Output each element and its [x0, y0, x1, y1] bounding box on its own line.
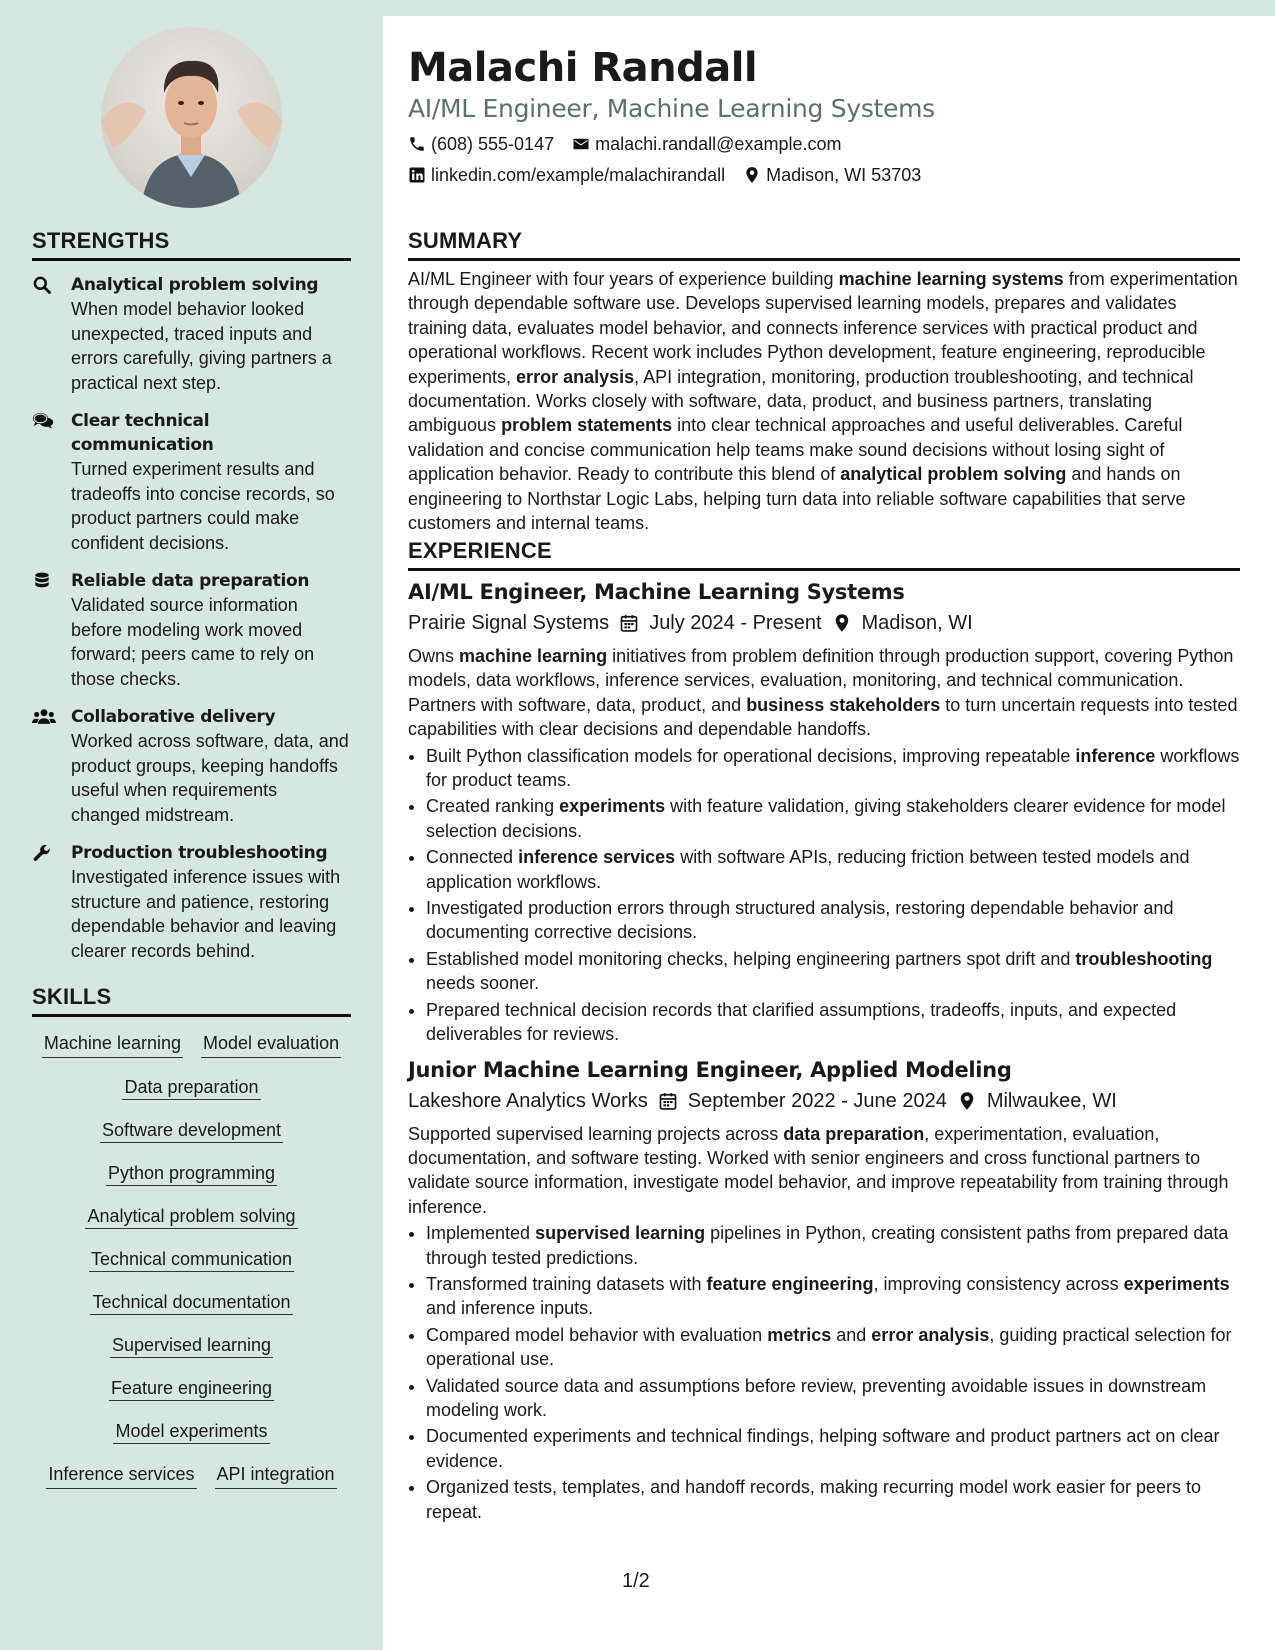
job-bullet-segment: supervised learning	[535, 1223, 706, 1244]
summary-segment: AI/ML Engineer with four years of experience building	[408, 269, 839, 289]
calendar-icon	[658, 1091, 678, 1111]
skill-label: Model experiments	[113, 1421, 269, 1444]
skill-label: Feature engineering	[109, 1378, 274, 1401]
job-bullet-segment: needs sooner.	[426, 973, 540, 994]
search-icon	[32, 275, 54, 295]
job-intro-segment: machine learning	[459, 646, 608, 666]
job-bullet-segment: Validated source data and assumptions before review, preventing avoidable issues in downstream modeling work.	[426, 1375, 1207, 1420]
summary-segment: analytical problem solving	[840, 464, 1067, 485]
candidate-name: Malachi Randall	[408, 45, 758, 91]
page-number: 1/2	[622, 1570, 650, 1592]
job-intro-segment: Owns	[408, 646, 460, 666]
job-bullet	[426, 896, 1240, 945]
job-dates	[619, 608, 821, 638]
skill-tag	[32, 1075, 351, 1101]
job-bullet	[426, 947, 1240, 996]
job-dates-text: July 2024 - Present	[649, 612, 822, 634]
job-bullets	[408, 744, 1240, 1047]
top-band	[383, 0, 1275, 16]
users-icon	[32, 707, 54, 727]
job-bullet	[426, 1374, 1240, 1423]
summary-segment: problem statements	[501, 415, 673, 436]
skills-list	[32, 1031, 351, 1489]
map-marker-icon	[957, 1091, 977, 1111]
skill-label: Technical communication	[89, 1249, 294, 1272]
summary-segment: from experimentation through dependable software use. Develops supervised learning models, prepares and validates training data, evaluates model behavior, and connects inference services with practical product and operational workflows. Recent work includes Python development, feature engineering, reproducible experiments,	[408, 269, 1238, 387]
job-bullet-segment: Connected	[426, 847, 519, 868]
skill-label: Data preparation	[122, 1077, 260, 1100]
experience-heading: EXPERIENCE	[408, 538, 1240, 571]
skill-label: Analytical problem solving	[85, 1206, 297, 1229]
job-intro-segment: initiatives from problem definition through production support, covering Python models, data workflows, inference services, evaluation, monitoring, and technical communication. Partners with software, data, product, and	[408, 646, 1234, 715]
map-marker-icon	[832, 613, 852, 633]
summary-segment: , API integration, monitoring, production troubleshooting, and technical documentation. Works closely with software, data, product, and business partners, translating ambiguous	[408, 366, 1194, 436]
skill-label: Software development	[100, 1120, 283, 1143]
strength-name: Collaborative delivery	[71, 707, 276, 727]
job-bullet	[426, 1221, 1240, 1270]
job-bullet-segment: pipelines in Python, creating consistent paths from prepared data through tested predictions.	[426, 1223, 1229, 1268]
job-bullet-segment: Established model monitoring checks, helping engineering partners spot drift and	[426, 948, 1076, 969]
skill-tag	[32, 1118, 351, 1144]
email-contact[interactable]	[572, 132, 841, 156]
job-dates-text: September 2022 - June 2024	[687, 1089, 947, 1112]
job-location-text: Milwaukee, WI	[986, 1089, 1117, 1112]
strength-description: Worked across software, data, and product groups, keeping handoffs useful when requirements changed midstream.	[71, 731, 349, 825]
skills-section	[32, 984, 351, 1489]
job-bullet-segment: troubleshooting	[1075, 948, 1213, 969]
job-bullet-segment: Documented experiments and technical findings, helping software and product partners act on clear evidence.	[426, 1426, 1220, 1471]
job-bullet-segment: Created ranking	[426, 796, 560, 817]
job-location-text: Madison, WI	[861, 612, 973, 634]
job-bullet-segment: Compared model behavior with evaluation	[426, 1324, 768, 1345]
summary-text	[408, 267, 1240, 535]
strength-name: Clear technical communication	[71, 411, 214, 455]
location-contact	[743, 163, 921, 187]
job-bullet-segment: Investigated production errors through structured analysis, restoring dependable behavior and documenting corrective decisions.	[426, 898, 1174, 943]
linkedin-icon	[408, 166, 426, 184]
job-bullet-segment: experiments	[1123, 1273, 1230, 1294]
strength-item	[32, 569, 351, 691]
job-bullet-segment: Transformed training datasets with	[426, 1273, 707, 1294]
skill-tag	[32, 1290, 351, 1316]
job-intro-segment: to turn uncertain requests into tested capabilities with clear decisions and dependable handoffs.	[408, 694, 1238, 740]
phone-contact	[408, 132, 554, 156]
skill-tag	[32, 1204, 351, 1230]
skill-label: Technical documentation	[90, 1292, 292, 1315]
job-bullet-segment: , guiding practical selection for operational use.	[426, 1324, 1232, 1370]
job-bullet	[426, 1424, 1240, 1473]
job-intro-segment: business stakeholders	[746, 694, 941, 715]
job-intro-segment: Supported supervised learning projects across	[408, 1123, 784, 1144]
phone-icon	[408, 135, 426, 153]
job-intro-segment: , experimentation, evaluation, documentation, and software testing. Worked with senior engineers and cross functional partners to validate source information, investigate model behavior, and improve repeatability from training through inference.	[408, 1123, 1229, 1217]
job-bullet-segment: feature engineering	[706, 1273, 874, 1294]
job-bullet-segment: Organized tests, templates, and handoff records, making recurring model work easier for peers to repeat.	[426, 1477, 1202, 1522]
linkedin-text: linkedin.com/example/malachirandall	[431, 165, 726, 185]
profile-photo	[101, 27, 282, 208]
envelope-icon	[572, 135, 590, 153]
job-bullet-segment: with feature validation, giving stakeholders clearer evidence for model selection decisions.	[426, 796, 1226, 841]
linkedin-contact[interactable]	[408, 163, 725, 187]
job-company: Lakeshore Analytics Works	[408, 1089, 648, 1112]
skill-tag: Machine learning	[42, 1031, 183, 1058]
jobs-list	[408, 577, 1240, 1524]
job-title: Junior Machine Learning Engineer, Applied Modeling	[408, 1057, 1012, 1082]
skill-tag	[32, 1161, 351, 1187]
skill-label: Python programming	[106, 1163, 277, 1186]
summary-segment: and hands on engineering to Northstar Logic Labs, helping turn data into reliable software capabilities that serve customers and internal teams.	[408, 464, 1186, 534]
strength-item	[32, 273, 351, 395]
skill-tag	[32, 1333, 351, 1359]
job-bullet-segment: metrics	[767, 1324, 832, 1345]
job-bullet-segment: Built Python classification models for operational decisions, improving repeatable	[426, 745, 1076, 766]
skill-tag: Inference services	[46, 1462, 196, 1489]
database-icon	[32, 571, 54, 591]
job-bullet-segment: inference services	[518, 847, 676, 868]
job-bullet	[426, 744, 1240, 793]
job-bullet-segment: Implemented	[426, 1223, 536, 1244]
job-bullet	[426, 1475, 1240, 1524]
job-location	[957, 1086, 1117, 1116]
skill-tag	[32, 1419, 351, 1445]
phone-text: (608) 555-0147	[431, 134, 555, 154]
map-marker-icon	[743, 166, 761, 184]
strength-description: Turned experiment results and tradeoffs into concise records, so product partners could make confident decisions.	[71, 459, 335, 553]
strength-item	[32, 409, 351, 555]
job-title: AI/ML Engineer, Machine Learning Systems	[408, 580, 905, 604]
skills-heading: SKILLS	[32, 984, 351, 1017]
comments-icon	[32, 411, 54, 431]
job-meta	[408, 1086, 1240, 1116]
candidate-headline: AI/ML Engineer, Machine Learning Systems	[408, 94, 935, 123]
strength-description: Validated source information before modeling work moved forward; peers came to rely on those checks.	[71, 595, 315, 689]
summary-segment: machine learning systems	[838, 269, 1064, 289]
wrench-icon	[32, 843, 54, 863]
strength-item	[32, 841, 351, 963]
job-location	[832, 608, 973, 638]
job-bullet	[426, 1323, 1240, 1372]
strength-name: Analytical problem solving	[71, 275, 319, 295]
job-bullet-segment: inference	[1075, 745, 1156, 766]
job-intro-segment: data preparation	[783, 1123, 925, 1144]
job-bullet	[426, 1272, 1240, 1321]
location-text: Madison, WI 53703	[766, 165, 922, 185]
job-bullet-segment: error analysis	[871, 1324, 990, 1345]
job-bullet-segment: with software APIs, reducing friction between tested models and application workflows.	[426, 847, 1190, 892]
calendar-icon	[619, 613, 639, 633]
strength-name: Reliable data preparation	[71, 571, 310, 591]
email-text: malachi.randall@example.com	[595, 134, 842, 154]
strengths-section	[32, 228, 351, 963]
summary-section	[408, 228, 1240, 535]
job-bullets	[408, 1221, 1240, 1524]
contact-row-2	[408, 163, 1240, 187]
job-bullet-segment: workflows for product teams.	[426, 745, 1240, 791]
job-entry	[408, 1055, 1240, 1525]
job-bullet-segment: , improving consistency across	[873, 1273, 1124, 1294]
strength-description: Investigated inference issues with structure and patience, restoring dependable behavior and leaving clearer records behind.	[71, 867, 341, 961]
summary-segment: into clear technical approaches and useful deliverables. Careful validation and concise communication help teams make sound decisions without losing sight of application behavior. Ready to contribute this blend of	[408, 415, 1183, 485]
job-bullet-segment: experiments	[559, 796, 666, 817]
summary-heading: SUMMARY	[408, 228, 1240, 261]
summary-segment: error analysis	[516, 366, 635, 387]
header	[408, 44, 1240, 187]
job-intro	[408, 644, 1240, 742]
job-dates	[658, 1086, 947, 1116]
skill-label: Supervised learning	[110, 1335, 273, 1358]
job-intro	[408, 1122, 1240, 1220]
skill-tag	[32, 1376, 351, 1402]
strength-name: Production troubleshooting	[71, 843, 328, 863]
job-entry	[408, 577, 1240, 1047]
job-bullet	[426, 998, 1240, 1047]
skill-tag	[32, 1247, 351, 1273]
strengths-list	[32, 273, 351, 963]
skill-tag: Model evaluation	[201, 1031, 341, 1058]
job-meta	[408, 608, 1240, 638]
strength-item	[32, 705, 351, 827]
job-bullet	[426, 794, 1240, 843]
strengths-heading: STRENGTHS	[32, 228, 351, 261]
skill-tag: API integration	[215, 1462, 337, 1489]
experience-section	[408, 538, 1240, 1526]
job-bullet-segment: and inference inputs.	[426, 1298, 594, 1319]
contact-row-1	[408, 132, 1240, 156]
strength-description: When model behavior looked unexpected, traced inputs and errors carefully, giving partners a practical next step.	[71, 299, 332, 393]
job-bullet	[426, 845, 1240, 894]
job-bullet-segment: Prepared technical decision records that clarified assumptions, tradeoffs, inputs, and expected deliverables for reviews.	[426, 999, 1177, 1045]
job-company: Prairie Signal Systems	[408, 612, 610, 634]
job-bullet-segment: and	[831, 1324, 872, 1345]
